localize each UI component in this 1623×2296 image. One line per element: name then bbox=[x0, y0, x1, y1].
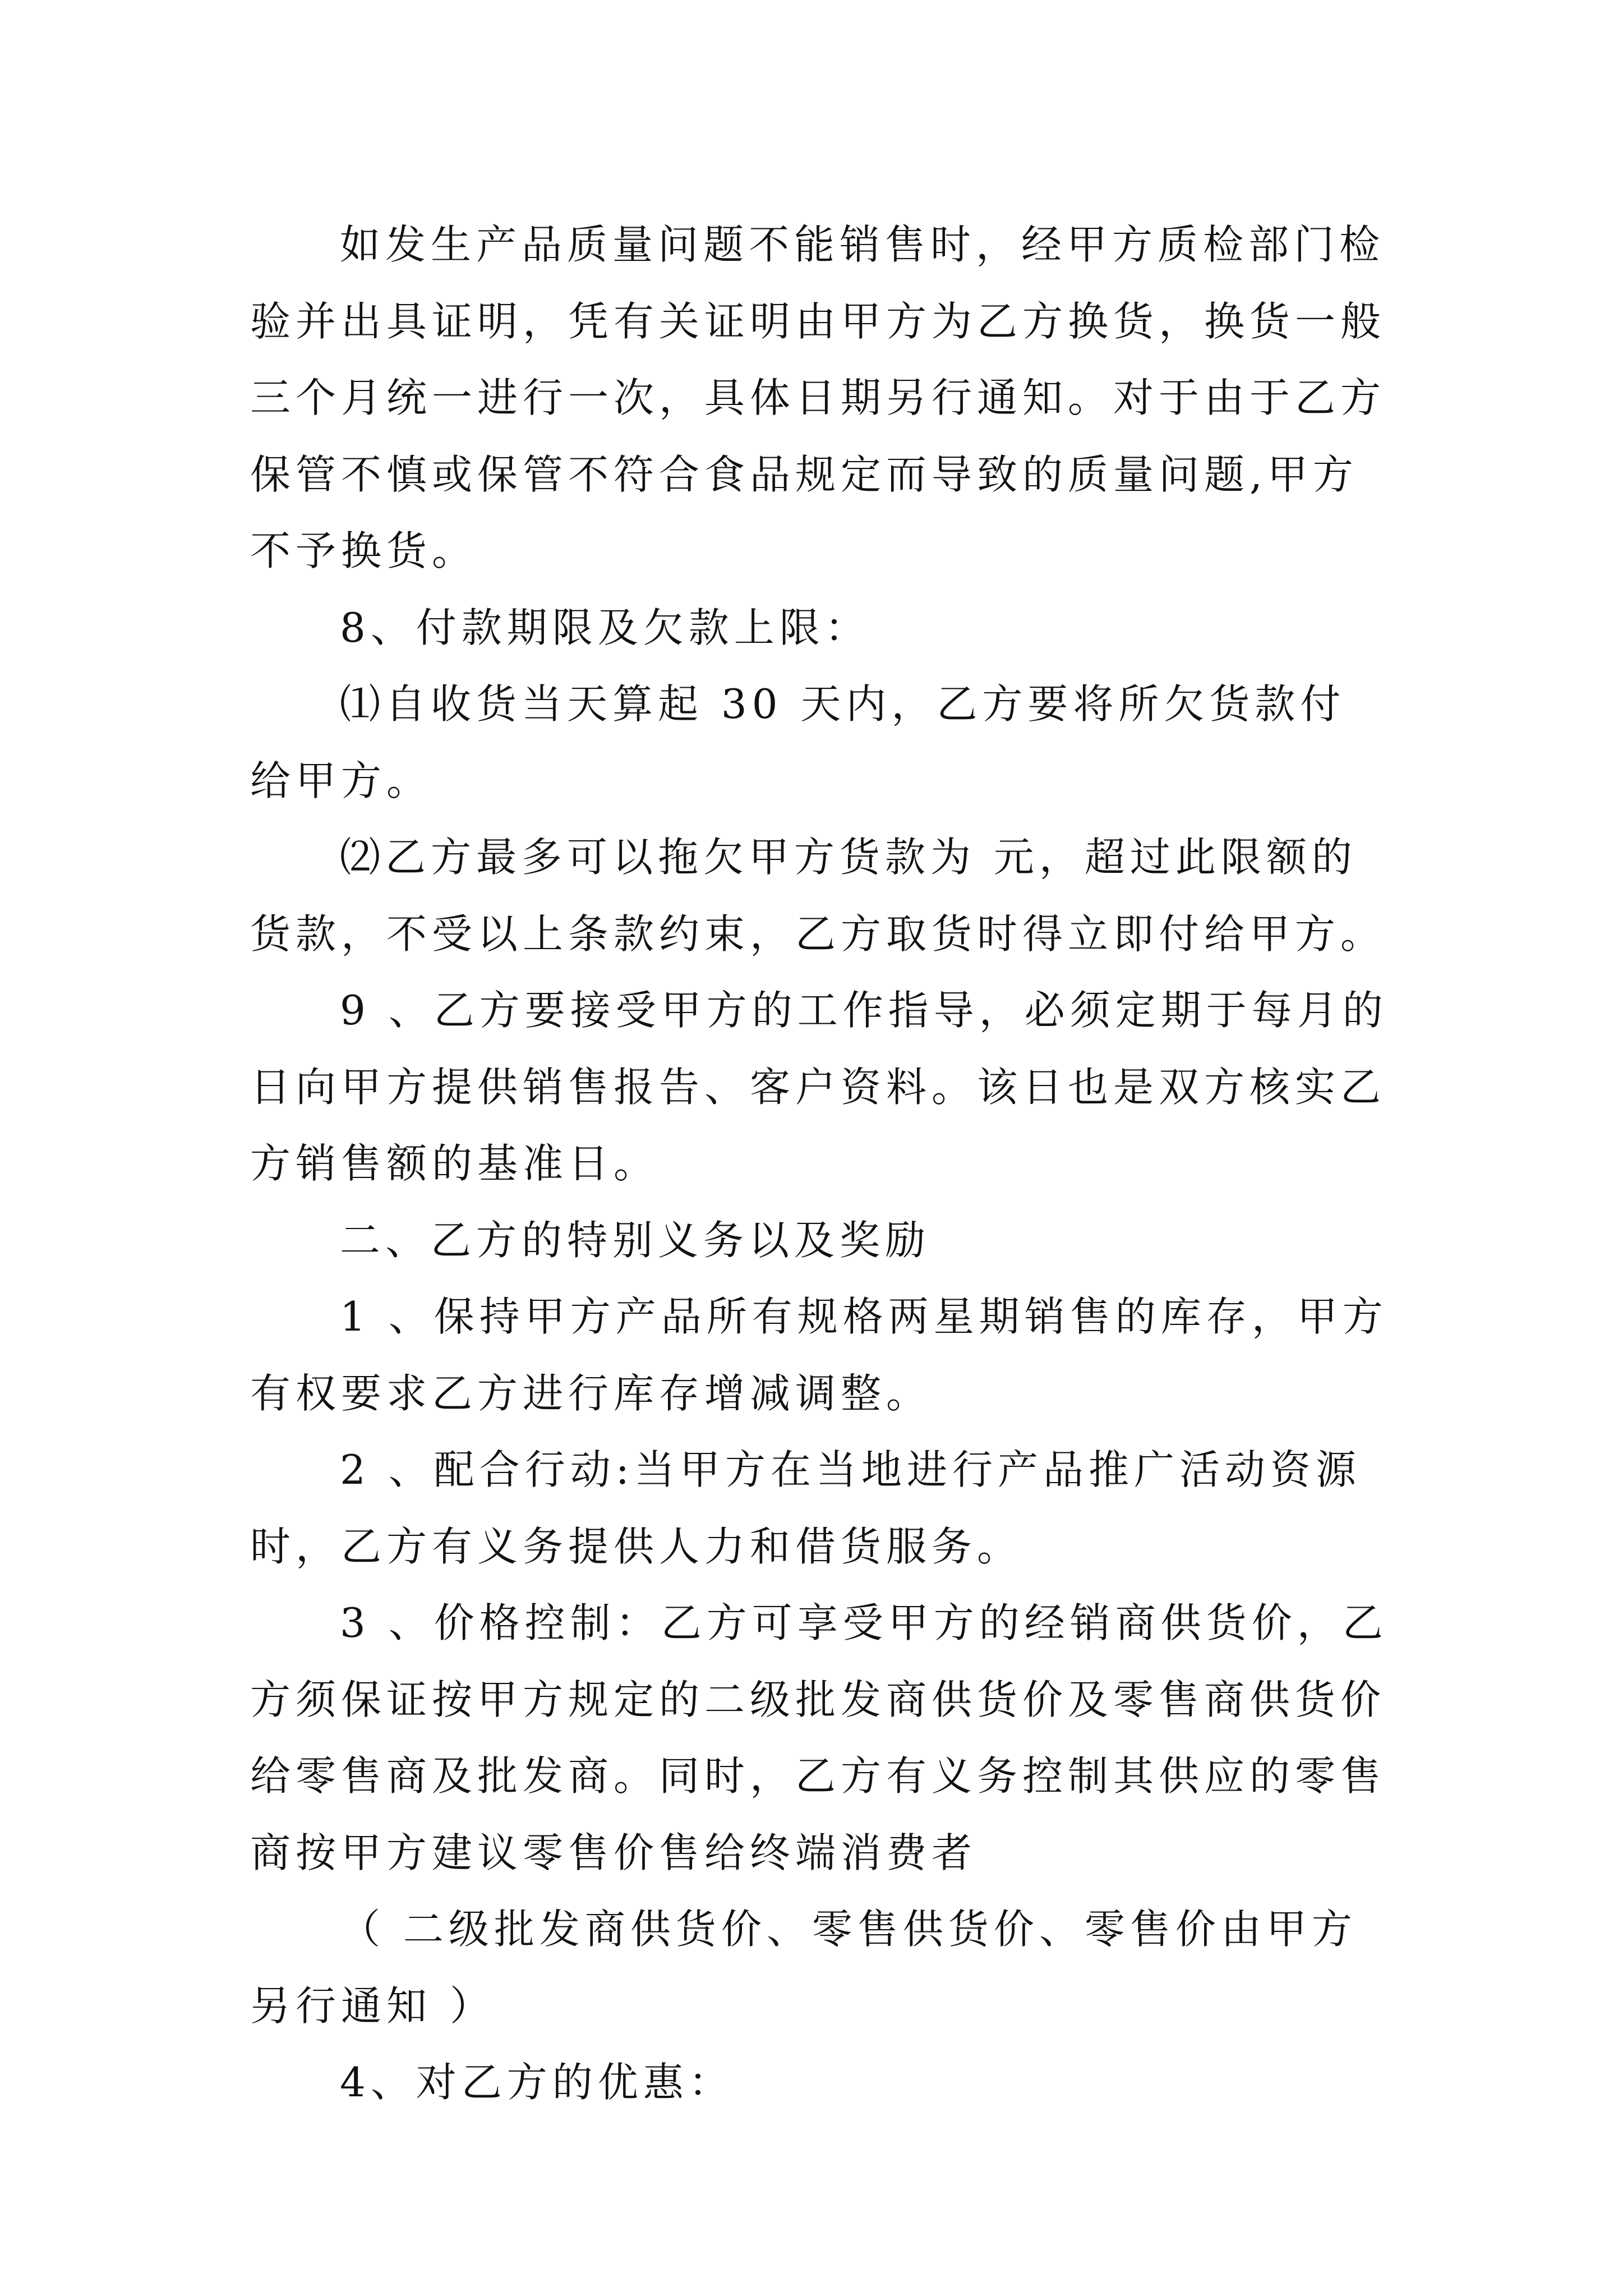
section-heading-special-obligations: 二、乙方的特别义务以及奖励 bbox=[340, 1216, 931, 1264]
document-body bbox=[250, 206, 1389, 2121]
paragraph-clause-9: 9 、乙方要接受甲方的工作指导，必须定期于每月的日向甲方提供销售报告、客户资料。该日也是双方核实乙方销售额的基准日。 bbox=[250, 987, 1388, 1187]
paragraph-obligation-4: 4、对乙方的优惠： bbox=[340, 2059, 734, 2106]
paragraph-payment-terms-heading: 8、付款期限及欠款上限： bbox=[340, 604, 870, 651]
paragraph-price-note: （ 二级批发商供货价、零售供货价、零售价由甲方另行通知 ） bbox=[250, 1906, 1357, 2030]
paragraph-obligation-2: 2 、配合行动:当甲方在当地进行产品推广活动资源时，乙方有义务提供人力和借货服务。 bbox=[250, 1446, 1361, 1570]
paragraph-payment-term-2: ⑵乙方最多可以拖欠甲方货款为 元，超过此限额的货款，不受以上条款约束，乙方取货时得立即付给甲方。 bbox=[250, 834, 1386, 958]
paragraph-obligation-3: 3 、价格控制：乙方可享受甲方的经销商供货价，乙方须保证按甲方规定的二级批发商供货价及零售商供货价给零售商及批发商。同时，乙方有义务控制其供应的零售商按甲方建议零售价售给终端消费者 bbox=[250, 1599, 1388, 1876]
paragraph-payment-term-1: ⑴自收货当天算起 30 天内，乙方要将所欠货款付给甲方。 bbox=[250, 680, 1346, 804]
paragraph-obligation-1: 1 、保持甲方产品所有规格两星期销售的库存，甲方有权要求乙方进行库存增减调整。 bbox=[250, 1293, 1388, 1417]
paragraph-quality-exchange: 如发生产品质量问题不能销售时，经甲方质检部门检验并出具证明，凭有关证明由甲方为乙方换货，换货一般三个月统一进行一次，具体日期另行通知。对于由于乙方保管不慎或保管不符合食品规定而导致的质量问题,甲方不予换货。 bbox=[250, 221, 1386, 574]
